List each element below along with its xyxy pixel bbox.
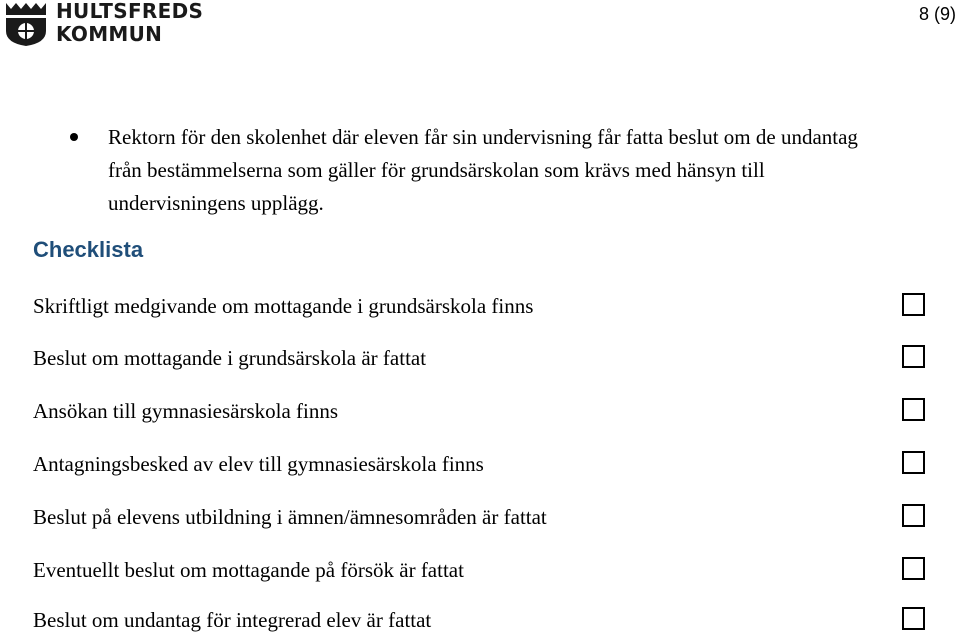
municipality-logo (4, 0, 204, 50)
checkbox[interactable] (902, 451, 925, 474)
checklist-label: Eventuellt beslut om mottagande på försök är fattat (33, 558, 464, 582)
checkbox[interactable] (902, 607, 925, 630)
checklist-label: Ansökan till gymnasiesärskola finns (33, 399, 339, 423)
checkbox[interactable] (902, 345, 925, 368)
checklist-row (33, 449, 933, 479)
checklist-label: Beslut på elevens utbildning i ämnen/ämnesområden är fattat (33, 505, 547, 529)
logo-line-1: HULTSFREDS (56, 0, 204, 23)
checklist-heading: Checklista (33, 237, 144, 262)
bullet-list (60, 121, 880, 220)
bullet-text: Rektorn för den skolenhet där eleven får sin undervisning får fatta beslut om de undantag från bestämmelserna som gäller för grundsärskolan som krävs med hänsyn till undervisningens upplägg. (108, 125, 858, 215)
crown-shield-icon (4, 1, 48, 47)
checklist-label: Skriftligt medgivande om mottagande i grundsärskola finns (33, 294, 534, 318)
checklist-row (33, 502, 933, 532)
checklist-label: Beslut om undantag för integrerad elev är fattat (33, 608, 432, 632)
checkbox[interactable] (902, 504, 925, 527)
checkbox[interactable] (902, 398, 925, 421)
bullet-item (60, 121, 880, 220)
checklist-label: Beslut om mottagande i grundsärskola är fattat (33, 346, 427, 370)
checklist-row (33, 555, 933, 585)
checklist-row (33, 605, 933, 635)
bullet-dot-icon (70, 133, 78, 141)
checklist-row (33, 291, 933, 321)
logo-line-2: KOMMUN (56, 22, 163, 46)
checkbox[interactable] (902, 293, 925, 316)
page-number: 8 (9) (918, 4, 956, 24)
checkbox[interactable] (902, 557, 925, 580)
checklist-label: Antagningsbesked av elev till gymnasiesärskola finns (33, 452, 484, 476)
checklist-row (33, 343, 933, 373)
logo-text (56, 0, 203, 46)
checklist-row (33, 396, 933, 426)
